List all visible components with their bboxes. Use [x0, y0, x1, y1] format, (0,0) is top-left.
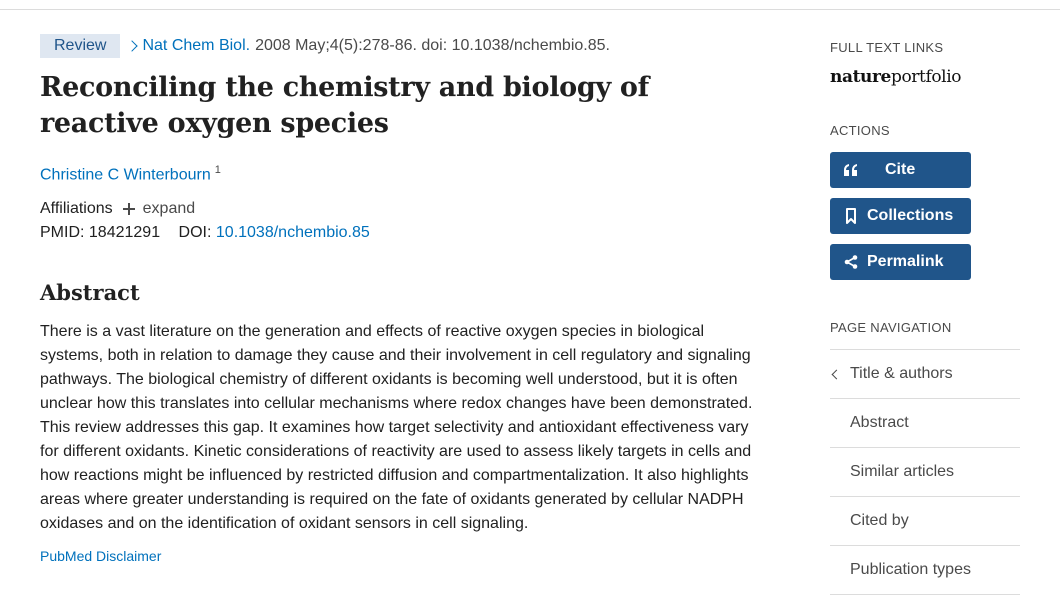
nav-item-label: Cited by — [850, 512, 909, 529]
permalink-button[interactable] — [830, 244, 971, 280]
nav-item-cited-by[interactable] — [830, 497, 1020, 546]
page-navigation-list — [830, 349, 1020, 595]
article-main — [40, 34, 760, 564]
nav-item-title-authors[interactable] — [830, 350, 1020, 399]
doi-label: DOI: — [178, 224, 212, 241]
chevron-right-icon — [120, 34, 142, 58]
logo-bold-text: nature — [830, 67, 891, 87]
pubmed-disclaimer-link[interactable]: PubMed Disclaimer — [40, 548, 162, 564]
permalink-label: Permalink — [867, 253, 944, 270]
pmid-value: 18421291 — [88, 224, 161, 241]
abstract-heading: Abstract — [40, 280, 140, 305]
nature-portfolio-logo[interactable] — [830, 67, 1020, 91]
plus-icon[interactable] — [123, 202, 137, 216]
affiliation-number[interactable]: 1 — [214, 164, 221, 176]
quote-icon — [842, 161, 860, 179]
author-list — [40, 164, 760, 186]
actions-label: ACTIONS — [830, 123, 890, 138]
nav-item-publication-types[interactable] — [830, 546, 1020, 595]
chevron-left-icon — [832, 370, 842, 380]
full-text-links-label: FULL TEXT LINKS — [830, 40, 944, 55]
logo-rest-text: portfolio — [890, 67, 962, 87]
nav-item-similar-articles[interactable] — [830, 448, 1020, 497]
sidebar — [830, 40, 1020, 595]
nav-item-label: Similar articles — [850, 463, 955, 480]
affiliations-row — [40, 198, 760, 220]
affiliations-label: Affiliations — [40, 200, 113, 217]
top-bar — [0, 0, 1060, 10]
share-icon — [842, 253, 860, 271]
journal-link[interactable]: Nat Chem Biol. — [142, 37, 251, 54]
article-title: Reconciling the chemistry and biology of reactive oxygen species — [40, 72, 649, 139]
collections-button[interactable] — [830, 198, 971, 234]
nav-item-label: Title & authors — [850, 365, 953, 382]
page-navigation-label: PAGE NAVIGATION — [830, 320, 952, 335]
citation-details: 2008 May;4(5):278-86. doi: 10.1038/nchembio.85. — [255, 37, 610, 54]
cite-label: Cite — [885, 161, 916, 178]
doi-link[interactable]: 10.1038/nchembio.85 — [215, 224, 370, 241]
nav-item-label: Publication types — [850, 561, 971, 578]
nav-item-abstract[interactable] — [830, 399, 1020, 448]
pmid-label: PMID: — [40, 224, 85, 241]
review-badge: Review — [40, 34, 120, 58]
abstract-text: There is a vast literature on the generation and effects of reactive oxygen species in biological systems, both in relation to damage they cause and their involvement in cell regulatory and signaling pathways. The biological chemistry of different oxidants is becoming well understood, but it is often unclear how this translates into cellular mechanisms where redox changes have been demonstrated. This review addresses this gap. It examines how target selectivity and antioxidant effectiveness vary for different oxidants. Kinetic considerations of reactivity are used to assess likely targets in cells and how reactions might be influenced by restricted diffusion and compartmentalization. It also highlights areas where greater understanding is required on the fate of oxidants generated by cellular NADPH oxidases and on the identification of oxidant sensors in cell signaling. — [40, 323, 753, 532]
bookmark-icon — [842, 207, 860, 225]
collections-label: Collections — [867, 207, 954, 224]
cite-button[interactable] — [830, 152, 971, 188]
identifiers-row — [40, 224, 760, 246]
citation-line — [40, 34, 760, 58]
nav-item-label: Abstract — [850, 414, 909, 431]
author-link[interactable]: Christine C Winterbourn — [40, 166, 211, 184]
expand-affiliations-button[interactable]: expand — [142, 200, 196, 217]
